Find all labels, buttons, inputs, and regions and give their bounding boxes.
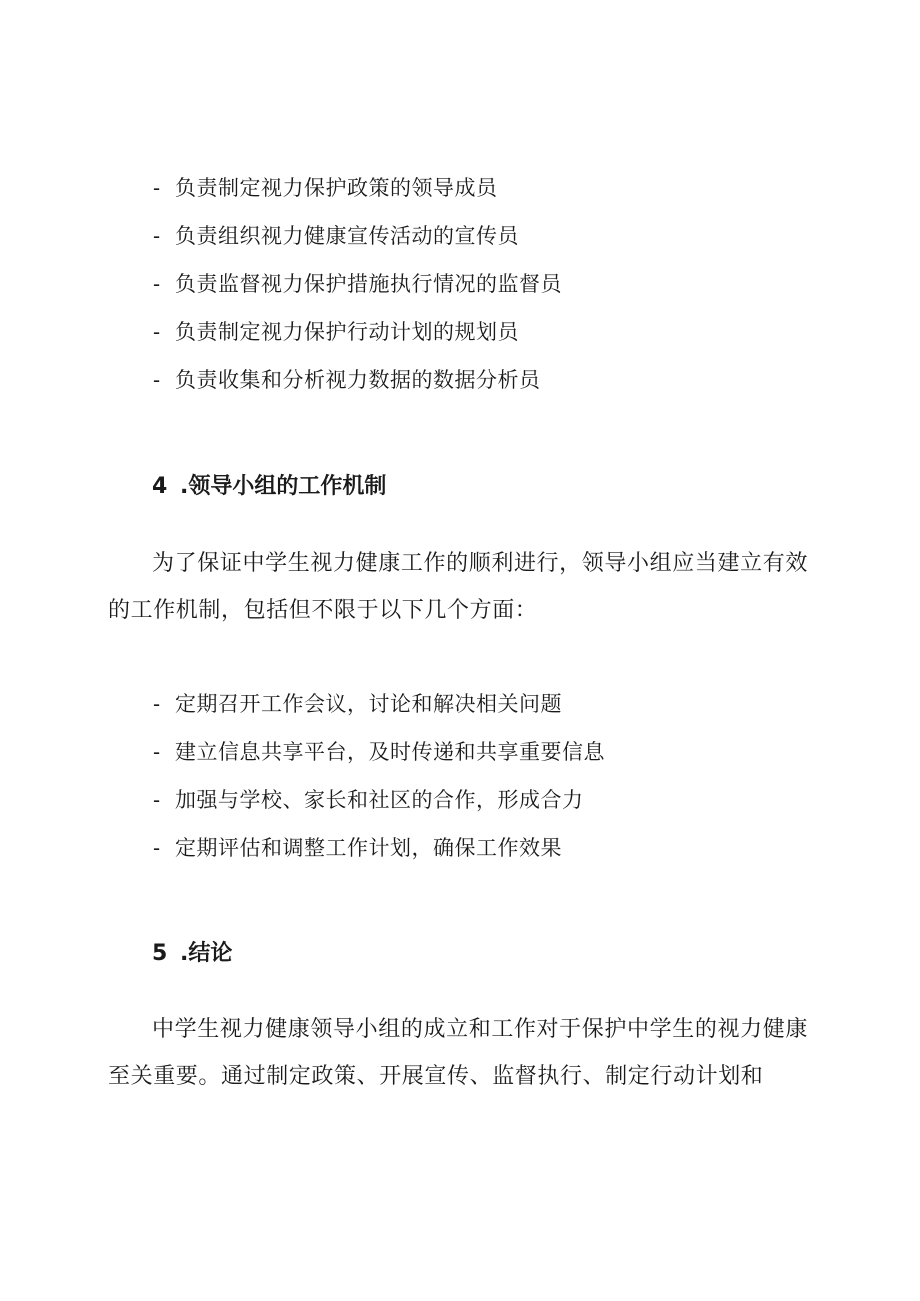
list-item-text: 负责制定视力保护行动计划的规划员 — [175, 320, 519, 344]
list-item-text: 负责收集和分析视力数据的数据分析员 — [175, 368, 541, 392]
list-item — [153, 260, 562, 308]
list-dash: - — [153, 788, 161, 812]
list-item — [153, 308, 562, 356]
list-item — [153, 164, 562, 212]
section-heading-work-mechanism — [152, 472, 386, 502]
section-title: .领导小组的工作机制 — [180, 474, 387, 499]
list-item — [153, 680, 605, 728]
list-item — [153, 824, 605, 872]
section-title: .结论 — [180, 941, 233, 966]
list-item-text: 负责组织视力健康宣传活动的宣传员 — [175, 224, 519, 248]
list-dash: - — [153, 368, 161, 392]
list-item-text: 定期召开工作会议，讨论和解决相关问题 — [175, 692, 562, 716]
work-mechanism-paragraph: 为了保证中学生视力健康工作的顺利进行，领导小组应当建立有效的工作机制，包括但不限于以下几个方面： — [108, 551, 808, 623]
list-dash: - — [153, 692, 161, 716]
list-item-text: 负责监督视力保护措施执行情况的监督员 — [175, 272, 562, 296]
section-number: 4 — [152, 474, 168, 499]
member-role-list — [153, 164, 562, 404]
list-item-text: 加强与学校、家长和社区的合作，形成合力 — [175, 788, 584, 812]
list-item-text: 定期评估和调整工作计划，确保工作效果 — [175, 836, 562, 860]
list-item-text: 建立信息共享平台，及时传递和共享重要信息 — [175, 740, 605, 764]
section-heading-conclusion — [152, 939, 232, 969]
work-mechanism-list — [153, 680, 605, 872]
list-dash: - — [153, 320, 161, 344]
list-item — [153, 776, 605, 824]
list-item — [153, 212, 562, 260]
list-item — [153, 728, 605, 776]
conclusion-paragraph: 中学生视力健康领导小组的成立和工作对于保护中学生的视力健康至关重要。通过制定政策、开展宣传、监督执行、制定行动计划和 — [108, 1017, 808, 1089]
list-dash: - — [153, 740, 161, 764]
list-dash: - — [153, 836, 161, 860]
section-number: 5 — [152, 941, 168, 966]
list-dash: - — [153, 224, 161, 248]
list-dash: - — [153, 176, 161, 200]
list-item — [153, 356, 562, 404]
list-item-text: 负责制定视力保护政策的领导成员 — [175, 176, 498, 200]
list-dash: - — [153, 272, 161, 296]
